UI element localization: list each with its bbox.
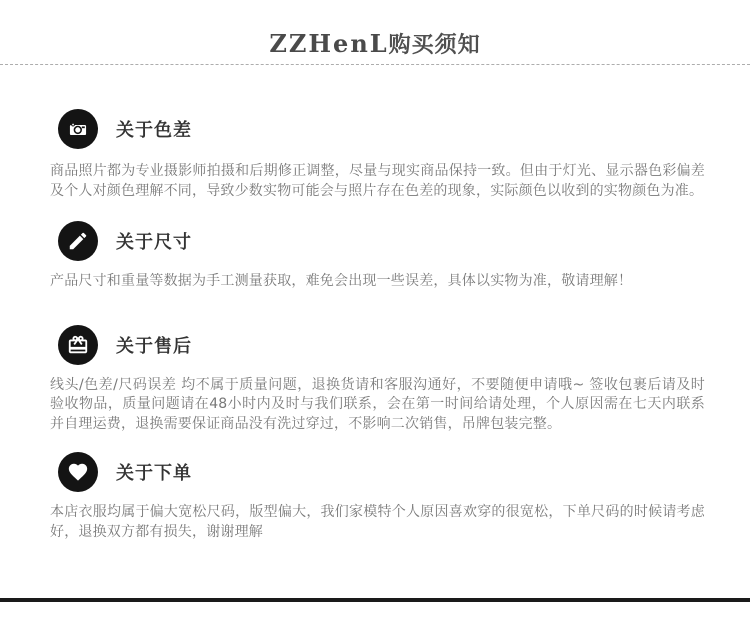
section-color-difference (50, 109, 705, 201)
section-heading: 关于下单 (116, 463, 192, 484)
section-body: 线头/色差/尺码误差 均不属于质量问题，退换货请和客服沟通好，不要随便申请哦~ 签收包裹后请及时验收物品，质量问题请在48小时内及时与我们联系，会在第一时间给请处理，个人原因需在七天内联系并自理运费，退换需要保证商品没有洗过穿过，不影响二次销售，吊牌包装完整。 (50, 376, 705, 432)
pencil-icon (58, 221, 98, 261)
section-size (50, 221, 705, 292)
gift-icon (58, 325, 98, 365)
bottom-divider-bar (0, 598, 750, 602)
section-body: 本店衣服均属于偏大宽松尺码，版型偏大，我们家模特个人原因喜欢穿的很宽松，下单尺码的时候请考虑好，退换双方都有损失，谢谢理解 (50, 504, 705, 540)
notes-content (0, 109, 750, 542)
section-body: 产品尺寸和重量等数据为手工测量获取，难免会出现一些误差，具体以实物为准，敬请理解！ (50, 273, 633, 289)
camera-icon (58, 109, 98, 149)
page-title-text: 购买须知 (388, 32, 481, 58)
section-header (50, 221, 705, 261)
section-header (50, 109, 705, 149)
section-heading: 关于售后 (116, 335, 192, 357)
section-after-sales (50, 325, 705, 435)
brand-name: ZZHenL (269, 29, 389, 58)
section-ordering (50, 452, 705, 542)
heart-icon (58, 452, 98, 492)
top-divider (0, 64, 750, 65)
section-heading: 关于尺寸 (116, 232, 192, 253)
section-body: 商品照片都为专业摄影师拍摄和后期修正调整，尽量与现实商品保持一致。但由于灯光、显示器色彩偏差及个人对颜色理解不同，导致少数实物可能会与照片存在色差的现象，实际颜色以收到的实物颜色为准。 (50, 163, 705, 199)
section-header (50, 325, 705, 365)
section-heading: 关于色差 (116, 120, 192, 141)
page-title (0, 0, 750, 58)
section-header (50, 452, 705, 492)
